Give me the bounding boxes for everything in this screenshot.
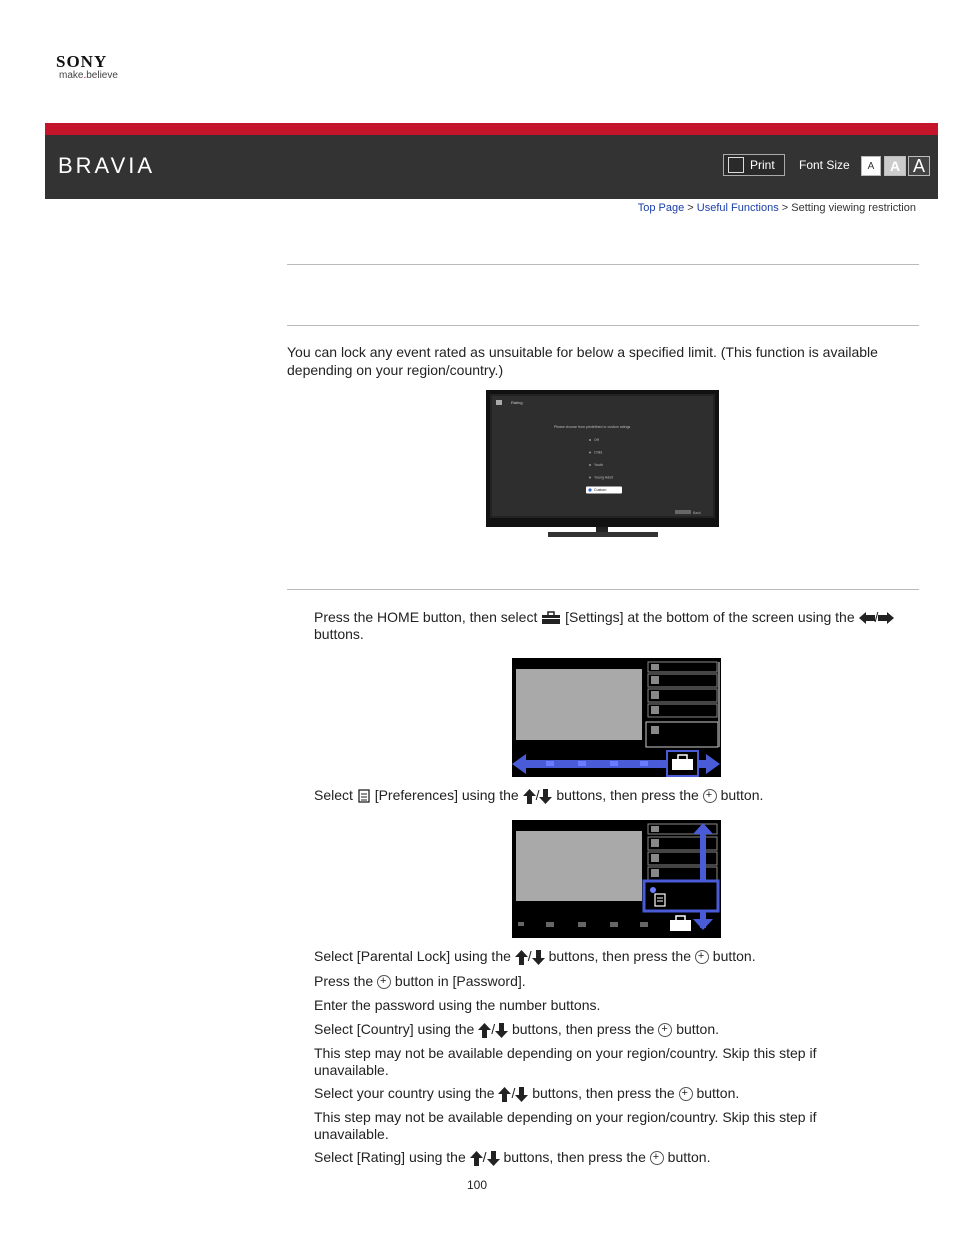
tv-option-label: Young Adult	[594, 475, 614, 480]
tv-option-radio	[589, 477, 591, 479]
step-5: Enter the password using the number buttons.	[314, 997, 601, 1013]
up-arrow-icon	[498, 1087, 511, 1102]
divider	[287, 325, 919, 326]
preferences-icon	[357, 789, 371, 803]
step-8: Select [Rating] using the / buttons, then press the + button.	[314, 1149, 914, 1166]
divider	[287, 589, 919, 590]
tv-prompt: Please choose from predefined or custom ratings	[554, 425, 631, 429]
toolbox-icon	[541, 611, 561, 625]
up-arrow-icon	[470, 1151, 483, 1166]
font-small-button[interactable]: A	[861, 156, 881, 176]
tv-option-radio	[589, 464, 591, 466]
step-6-note: This step may not be available depending on your region/country. Skip this step if unavailable.	[314, 1045, 817, 1078]
preferences-screenshot	[512, 820, 721, 938]
up-arrow-icon	[515, 950, 528, 965]
tv-rating-illustration	[486, 390, 719, 538]
right-arrow-icon	[878, 612, 894, 624]
sony-logo: SONY	[56, 52, 108, 71]
tagline: make.believe	[59, 70, 118, 81]
divider	[287, 264, 919, 265]
tv-option-label: Child	[594, 450, 603, 455]
tv-option-label: Youth	[594, 463, 604, 467]
step-6: Select [Country] using the / buttons, then press the + button.	[314, 1021, 914, 1038]
step-7-note: This step may not be available depending on your region/country. Skip this step if unavailable.	[314, 1109, 817, 1142]
down-arrow-icon	[487, 1151, 500, 1166]
font-size-label: Font Size	[799, 158, 850, 172]
accent-bar	[45, 123, 938, 135]
step-1: Press the HOME button, then select [Settings] at the bottom of the screen using the / buttons.	[314, 609, 914, 643]
step-3: Select [Parental Lock] using the / buttons, then press the + button.	[314, 948, 914, 965]
enter-button-icon	[650, 1151, 664, 1165]
breadcrumb-section-link[interactable]: Useful Functions	[696, 202, 779, 214]
home-menu-settings-screenshot	[512, 658, 721, 777]
step-7: Select your country using the / buttons, then press the + button.	[314, 1085, 914, 1102]
print-icon	[728, 157, 744, 173]
down-arrow-icon	[532, 950, 545, 965]
up-arrow-icon	[523, 789, 536, 804]
print-label: Print	[750, 158, 775, 172]
enter-button-icon	[695, 950, 709, 964]
intro-text: You can lock any event rated as unsuitable for below a specified limit. (This function is available depending on your region/country.)	[287, 344, 878, 378]
font-large-button[interactable]: A	[908, 156, 930, 176]
breadcrumb: Top Page > Useful Functions > Setting viewing restriction	[637, 202, 916, 214]
enter-button-icon	[658, 1023, 672, 1037]
down-arrow-icon	[539, 789, 552, 804]
step-2: Select [Preferences] using the / buttons, then press the + button.	[314, 787, 914, 804]
enter-button-icon	[377, 975, 391, 989]
tv-title: Rating	[511, 400, 523, 405]
tv-option-label: Off	[594, 438, 599, 442]
product-logo: BRAVIA	[58, 153, 156, 178]
step-4: Press the + button in [Password].	[314, 973, 914, 990]
tv-option-radio	[588, 488, 591, 491]
left-arrow-icon	[859, 612, 875, 624]
breadcrumb-top-link[interactable]: Top Page	[637, 202, 685, 214]
tv-option-radio	[589, 439, 591, 441]
tv-option-label: Custom	[594, 488, 607, 492]
page-number: 100	[467, 1178, 488, 1192]
enter-button-icon	[679, 1087, 693, 1101]
up-arrow-icon	[478, 1023, 491, 1038]
down-arrow-icon	[515, 1087, 528, 1102]
breadcrumb-current: Setting viewing restriction	[791, 202, 916, 214]
enter-button-icon	[703, 789, 717, 803]
tv-back-label: Back	[693, 511, 701, 515]
font-medium-button[interactable]: A	[884, 156, 906, 176]
down-arrow-icon	[495, 1023, 508, 1038]
tv-option-radio	[589, 452, 591, 454]
print-button[interactable]	[723, 154, 785, 176]
